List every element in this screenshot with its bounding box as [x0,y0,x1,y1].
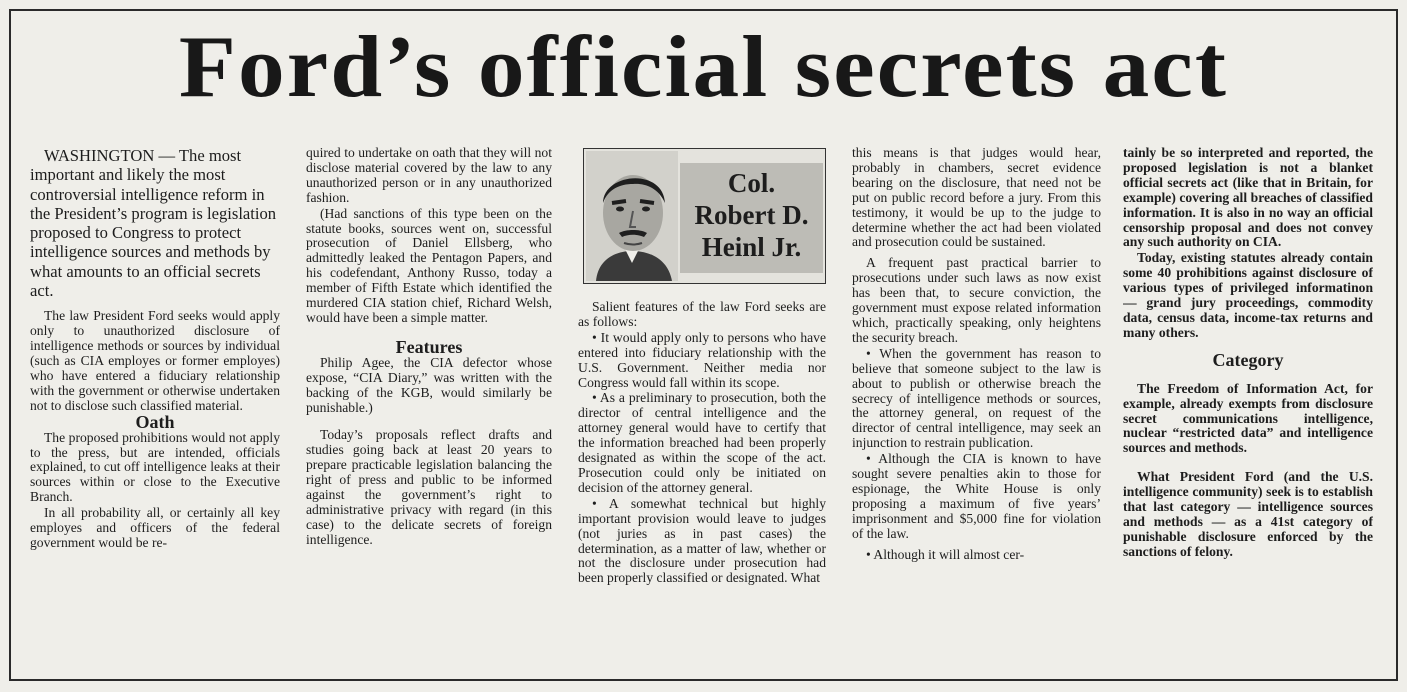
bullet-paragraph: • It would apply only to persons who have entered into fiduciary relationship with the U.S. Government. Neither media nor Congress would fall within its scope. [578,329,826,390]
paragraph: Philip Agee, the CIA defector whose expose, “CIA Diary,” was written with the backing of the KGB, would similarly be punishable.) [306,354,552,415]
column-1 [30,146,280,666]
bullet-paragraph: • Although the CIA is known to have sought severe penalties akin to those for espionage, the White House is only proposing a maximum of five years’ imprisonment and $5,000 fine for violation of the law. [852,451,1101,541]
subhead-category: Category [1212,349,1284,370]
column-4 [852,146,1101,666]
column-3 [578,300,826,662]
author-portrait-image [586,151,678,281]
paragraph: A frequent past practical barrier to prosecutions under such laws as now exist has been that, to secure conviction, the government must expose related information which, practically speaking, only heightens the security breach. [852,255,1101,345]
bullet-paragraph: • A somewhat technical but highly important provision would leave to judges (not juries as in past cases) the determination, as a matter of law, whether or not the disclosure under prosecution had been properly classified or designated. What [578,495,826,586]
bullet-paragraph: • As a preliminary to prosecution, both the director of central intelligence and the attorney general would have to certify that the information breached had been properly designated as within the scope of the act. Prosecution could only be initiated on decision of the attorney general. [578,390,826,495]
subhead-features: Features [395,336,463,357]
paragraph: The Freedom of Information Act, for example, already exempts from disclosure secret communications intelligence, nuclear “restricted data” and intelligence sources and methods. [1123,380,1373,456]
byline-last-name: Heinl Jr. [701,232,802,262]
byline-name [680,163,823,273]
byline-box [583,148,826,284]
bullet-paragraph: • Although it will almost cer- [866,546,1025,562]
author-photo [586,151,678,281]
byline-rank: Col. [727,168,776,198]
bullet-paragraph: • When the government has reason to believe that someone subject to the law is about to publish or otherwise breach the secrecy of intelligence methods or sources, the attorney general, on request of the director of central intelligence, may seek an injunction to restrain publication. [852,345,1101,451]
paragraph: (Had sanctions of this type been on the statute books, sources went on, successful prosecution of Daniel Ellsberg, who admittedly leaked the Pentagon Papers, and his codefendant, Anthony Russo, today a member of Fifth Estate which identified the murdered CIA station chief, Richard Welsh, would have been a simple matter. [306,205,552,325]
paragraph: tainly be so interpreted and reported, the proposed legislation is not a blanket official secrets act (like that in Britain, for example) covering all breaches of classified information. It is also in no way an official censorship proposal and does not convey any such authority on CIA. [1123,146,1373,250]
paragraph: Salient features of the law Ford seeks are as follows: [578,300,826,329]
paragraph: The law President Ford seeks would apply only to unauthorized disclosure of intelligence methods or sources by individual (such as CIA employes or former employes) who have entered a fiduciary relationship with the government or otherwise undertaken not to disclose such classified material. [30,308,280,413]
column-2 [306,146,552,666]
column-5 [1123,146,1373,666]
paragraph: Today’s proposals reflect drafts and studies going back at least 20 years to prepare practicable legislation balancing the right of press and public to be informed against the government’s right to administrative privacy with regard (in this case) to the delicate secrets of foreign intelligence. [306,427,552,547]
paragraph: Today, existing statutes already contain some 40 prohibitions against disclosure of various types of privileged informatinon — grand jury proceedings, commodity data, census data, income-tax returns and many others. [1123,250,1373,340]
paragraph: this means is that judges would hear, probably in chambers, secret evidence bearing on the disclosure, that need not be put on public record before a jury. From this testimony, it would be up to the judge to determine whether the act had been violated and prosecution could be sustained. [852,146,1101,250]
paragraph: The proposed prohibitions would not apply to the press, but are intended, officials explained, to cut off intelligence leaks at their sources within or close to the Executive Branch. [30,429,280,505]
byline-first-name: Robert D. [694,200,809,230]
paragraph: What President Ford (and the U.S. intelligence community) seek is to establish that last category — intelligence sources and methods — as a 41st category of punishable disclosure enforced by the sanctions of felony. [1123,469,1373,559]
lead-text: WASHINGTON — The most important and likely the most controversial intelligence reform in the President’s program is legislation proposed to Congress to protect intelligence sources and methods by what amounts to an official secrets act. [30,146,277,301]
subhead-oath: Oath [135,411,175,432]
headline: Ford’s official secrets act [178,19,1229,116]
lead-paragraph [30,146,280,300]
paragraph: quired to undertake on oath that they will not disclose material covered by the law to any unauthorized person or in any unauthorized fashion. [306,146,552,205]
paragraph: In all probability all, or certainly all key employes and officers of the federal government would be re- [30,505,280,550]
